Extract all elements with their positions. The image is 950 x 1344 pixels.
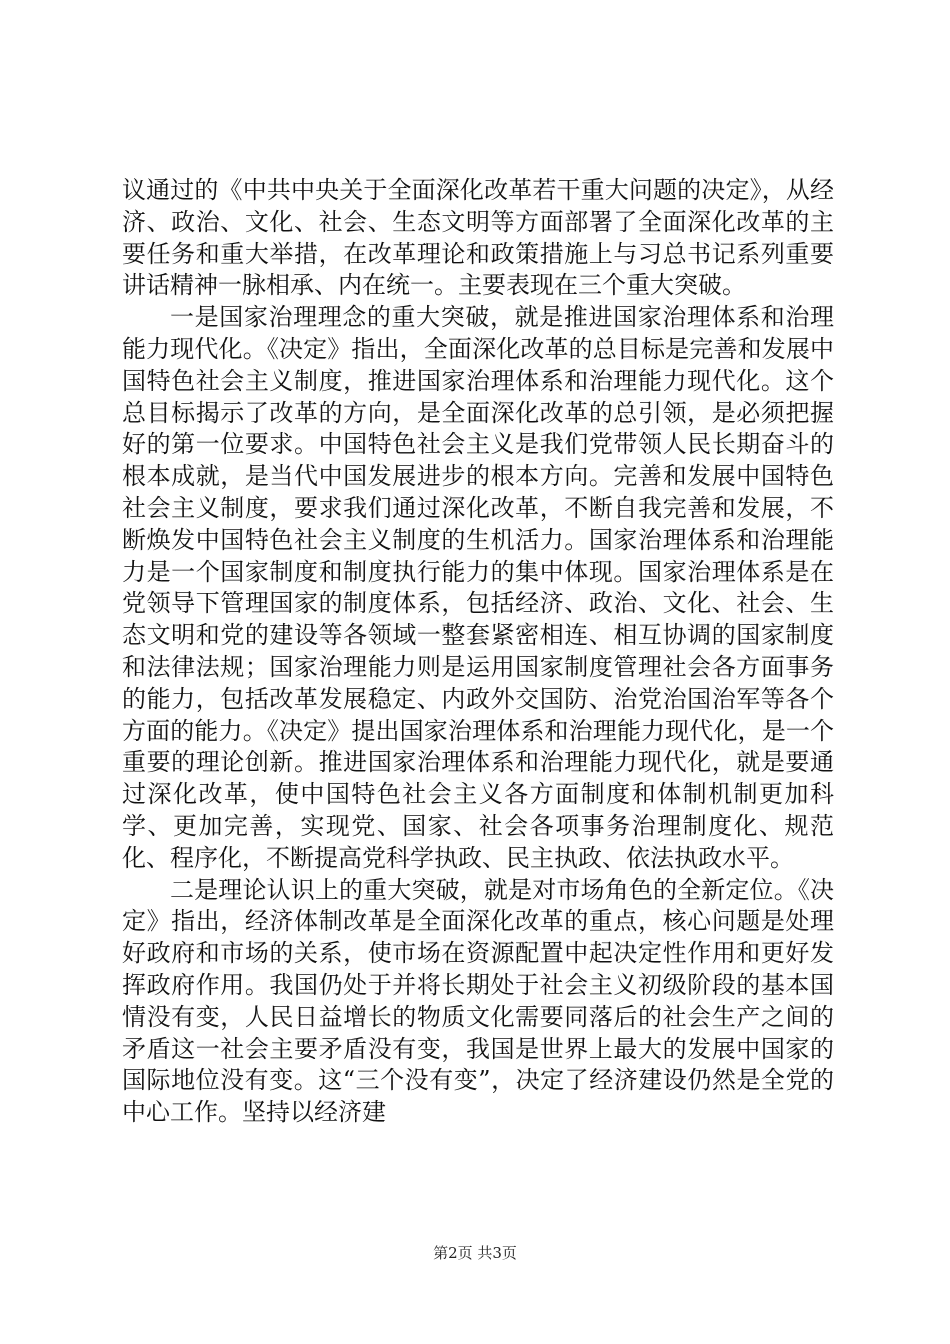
paragraph-continuation: 议通过的《中共中央关于全面深化改革若干重大问题的决定》，从经济、政治、文化、社会、生态文明等方面部署了全面深化改革的主要任务和重大举措，在改革理论和政策措施上与习总书记系列重要讲话精神一脉相承、内在统一。主要表现在三个重大突破。 (122, 176, 834, 300)
page-footer (0, 1242, 950, 1263)
paragraph-first-breakthrough: 一是国家治理理念的重大突破，就是推进国家治理体系和治理能力现代化。《决定》指出，全面深化改革的总目标是完善和发展中国特色社会主义制度，推进国家治理体系和治理能力现代化。这个总目标揭示了改革的方向，是全面深化改革的总引领，是必须把握好的第一位要求。中国特色社会主义是我们党带领人民长期奋斗的根本成就，是当代中国发展进步的根本方向。完善和发展中国特色社会主义制度，要求我们通过深化改革，不断自我完善和发展，不断焕发中国特色社会主义制度的生机活力。国家治理体系和治理能力是一个国家制度和制度执行能力的集中体现。国家治理体系是在党领导下管理国家的制度体系，包括经济、政治、文化、社会、生态文明和党的建设等各领域一整套紧密相连、相互协调的国家制度和法律法规；国家治理能力则是运用国家制度管理社会各方面事务的能力，包括改革发展稳定、内政外交国防、治党治国治军等各个方面的能力。《决定》提出国家治理体系和治理能力现代化，是一个重要的理论创新。推进国家治理体系和治理能力现代化，就是要通过深化改革，使中国特色社会主义各方面制度和体制机制更加科学、更加完善，实现党、国家、社会各项事务治理制度化、规范化、程序化，不断提高党科学执政、民主执政、依法执政水平。 (122, 303, 834, 872)
paragraph-second-breakthrough: 二是理论认识上的重大突破，就是对市场角色的全新定位。《决定》指出，经济体制改革是全面深化改革的重点，核心问题是处理好政府和市场的关系，使市场在资源配置中起决定性作用和更好发挥政府作用。我国仍处于并将长期处于社会主义初级阶段的基本国情没有变，人民日益增长的物质文化需要同落后的社会生产之间的矛盾这一社会主要矛盾没有变，我国是世界上最大的发展中国家的国际地位没有变。这“三个没有变”，决定了经济建设仍然是全党的中心工作。坚持以经济建 (122, 875, 834, 1127)
page-number-label: 第2页 共3页 (433, 1244, 517, 1262)
document-body (122, 175, 834, 1129)
